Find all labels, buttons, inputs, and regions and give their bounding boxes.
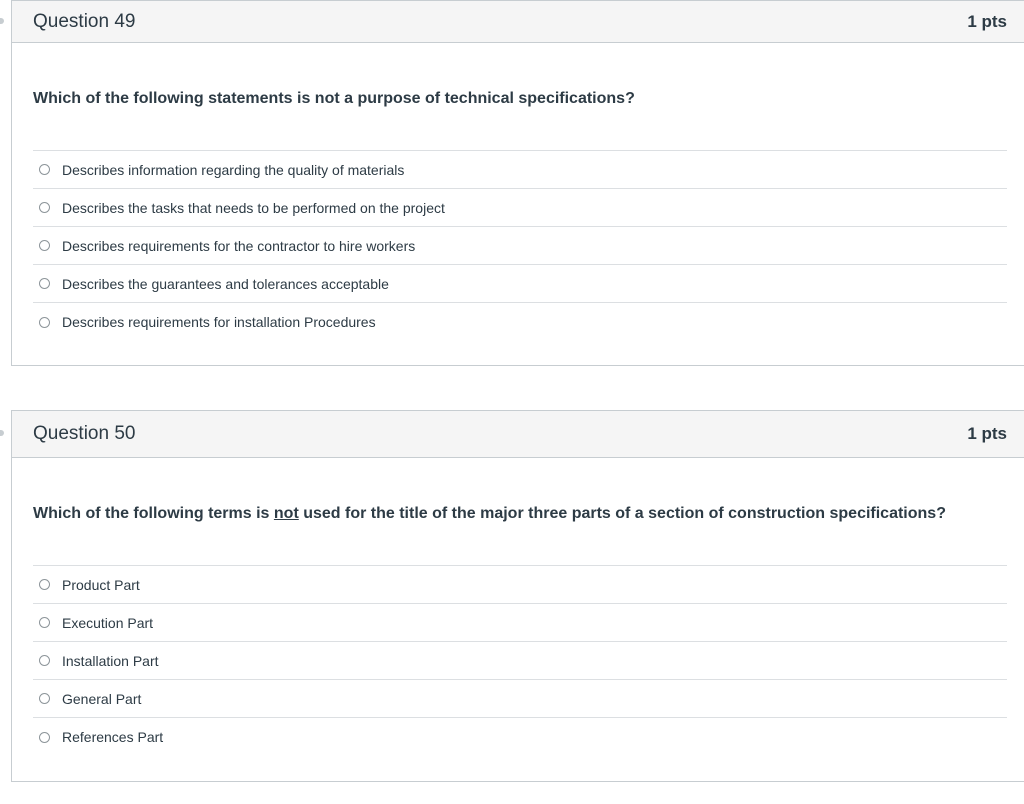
question-50-header	[12, 411, 1024, 458]
radio-button[interactable]	[39, 617, 50, 628]
answer-label: Describes information regarding the quality of materials	[62, 161, 405, 178]
answer-option[interactable]	[33, 227, 1007, 265]
question-title: Question 49	[33, 10, 136, 32]
question-50-flag-marker	[0, 430, 4, 436]
question-text: Which of the following terms is not used for the title of the major three parts of a section of construction specifications?	[33, 505, 946, 522]
radio-button[interactable]	[39, 693, 50, 704]
answer-label: Execution Part	[62, 614, 154, 631]
question-points: 1 pts	[967, 11, 1007, 31]
question-text-emphasis: not	[273, 505, 299, 522]
radio-button[interactable]	[39, 317, 50, 328]
answer-label: Describes requirements for installation Procedures	[62, 314, 376, 330]
radio-button[interactable]	[39, 164, 50, 175]
question-text: Which of the following statements is not a purpose of technical specifications?	[33, 90, 635, 107]
radio-button[interactable]	[39, 278, 50, 289]
radio-button[interactable]	[39, 202, 50, 213]
answer-label: General Part	[62, 690, 142, 707]
answer-option[interactable]	[33, 680, 1007, 718]
answer-option[interactable]	[33, 189, 1007, 227]
answer-list	[33, 150, 1007, 341]
radio-button[interactable]	[39, 579, 50, 590]
answer-label: Product Part	[62, 576, 140, 593]
answer-option[interactable]	[33, 642, 1007, 680]
radio-button[interactable]	[39, 655, 50, 666]
radio-button[interactable]	[39, 732, 50, 743]
answer-option[interactable]	[33, 604, 1007, 642]
question-50-body	[12, 458, 1024, 756]
answer-option[interactable]	[33, 303, 1007, 341]
answer-label: Describes requirements for the contractor to hire workers	[62, 237, 416, 254]
answer-label: Describes the guarantees and tolerances acceptable	[62, 275, 389, 292]
answer-label: Describes the tasks that needs to be performed on the project	[62, 199, 445, 216]
question-points: 1 pts	[967, 424, 1007, 443]
answer-option[interactable]	[33, 718, 1007, 756]
answer-option[interactable]	[33, 151, 1007, 189]
question-49-body	[12, 43, 1024, 341]
answer-list	[33, 565, 1007, 756]
question-49-flag-marker	[0, 18, 4, 24]
answer-option[interactable]	[33, 566, 1007, 604]
question-49-header	[12, 1, 1024, 43]
question-50-card	[11, 410, 1024, 782]
answer-label: References Part	[62, 729, 164, 745]
answer-option[interactable]	[33, 265, 1007, 303]
question-title: Question 50	[33, 423, 136, 444]
question-49-card	[11, 0, 1024, 366]
answer-label: Installation Part	[62, 652, 159, 669]
radio-button[interactable]	[39, 240, 50, 251]
